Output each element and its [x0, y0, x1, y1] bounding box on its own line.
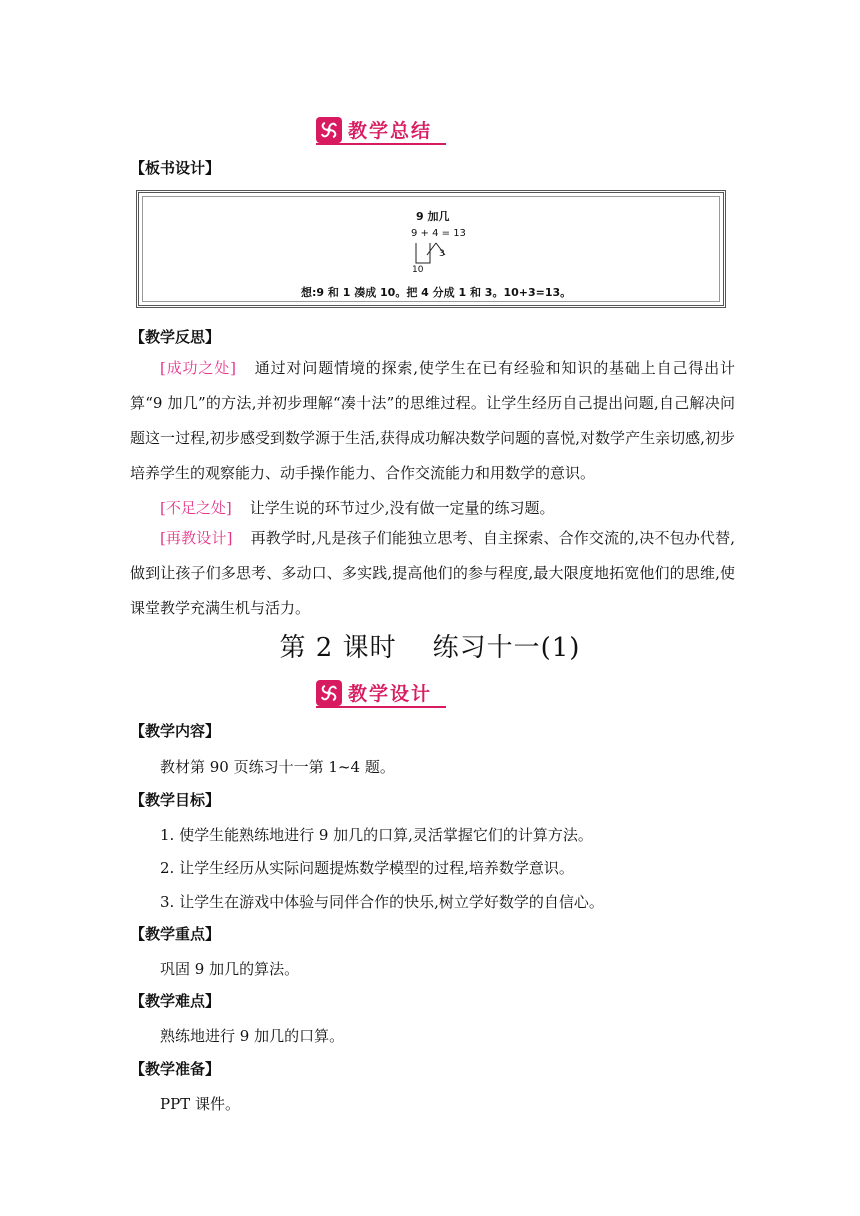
- success-tag: [成功之处]: [160, 359, 236, 377]
- swirl-flower-icon: [316, 680, 342, 706]
- key-point-text: 巩固 9 加几的算法。: [160, 960, 300, 978]
- board-title: 9 加几: [416, 210, 450, 223]
- teaching-summary-banner: [316, 115, 446, 145]
- difficulty-heading: 【教学难点】: [130, 992, 221, 1010]
- content-heading: 【教学内容】: [130, 722, 221, 740]
- key-point-heading: 【教学重点】: [130, 925, 221, 943]
- redesign-text: 再教学时,凡是孩子们能独立思考、自主探索、合作交流的,决不包办代替,做到让孩子们多思考、多动口、多实践,提高他们的参与程度,最大限度地拓宽他们的思维,使课堂教学充满生机与活力。: [130, 529, 735, 617]
- banner-title: 教学总结: [348, 119, 433, 142]
- reflection-heading: 【教学反思】: [130, 328, 221, 346]
- board-design-box: [136, 190, 726, 308]
- goal-item: 2. 让学生经历从实际问题提炼数学模型的过程,培养数学意识。: [160, 859, 574, 877]
- board-split-part: 3: [439, 249, 445, 259]
- reflection-redesign: [130, 521, 735, 626]
- banner-title: 教学设计: [348, 682, 433, 705]
- board-equation: 9 + 4 = 13: [411, 228, 466, 239]
- content-text: 教材第 90 页练习十一第 1~4 题。: [160, 758, 395, 776]
- success-text: 通过对问题情境的探索,使学生在已有经验和知识的基础上自己得出计算“9 加几”的方法,并初步理解“凑十法”的思维过程。让学生经历自己提出问题,自己解决问题这一过程,初步感受到数学源于生活,获得成功解决数学问题的喜悦,对数学产生亲切感,初步培养学生的观察能力、动手操作能力、合作交流能力和用数学的意识。: [130, 359, 735, 482]
- teaching-design-banner: [316, 678, 446, 708]
- lesson-number: 第 2 课时: [279, 633, 397, 663]
- reflection-success: [130, 351, 735, 491]
- redesign-tag: [再教设计]: [160, 529, 233, 547]
- preparation-heading: 【教学准备】: [130, 1060, 221, 1078]
- lesson-title: [0, 627, 860, 664]
- swirl-flower-icon: [316, 117, 342, 143]
- preparation-text: PPT 课件。: [160, 1095, 240, 1113]
- board-design-heading: 【板书设计】: [130, 159, 221, 177]
- goals-heading: 【教学目标】: [130, 791, 221, 809]
- board-sum-part: 10: [412, 265, 424, 275]
- shortcoming-tag: [不足之处]: [160, 499, 232, 517]
- banner-underline: [316, 143, 446, 145]
- banner-underline: [316, 706, 446, 708]
- difficulty-text: 熟练地进行 9 加几的口算。: [160, 1027, 345, 1045]
- goal-item: 1. 使学生能熟练地进行 9 加几的口算,灵活掌握它们的计算方法。: [160, 826, 593, 844]
- shortcoming-text: 让学生说的环节过少,没有做一定量的练习题。: [249, 499, 555, 517]
- board-thought: 想:9 和 1 凑成 10。把 4 分成 1 和 3。10+3=13。: [301, 286, 572, 299]
- lesson-name: 练习十一(1): [432, 633, 581, 663]
- goal-item: 3. 让学生在游戏中体验与同伴合作的快乐,树立学好数学的自信心。: [160, 893, 604, 911]
